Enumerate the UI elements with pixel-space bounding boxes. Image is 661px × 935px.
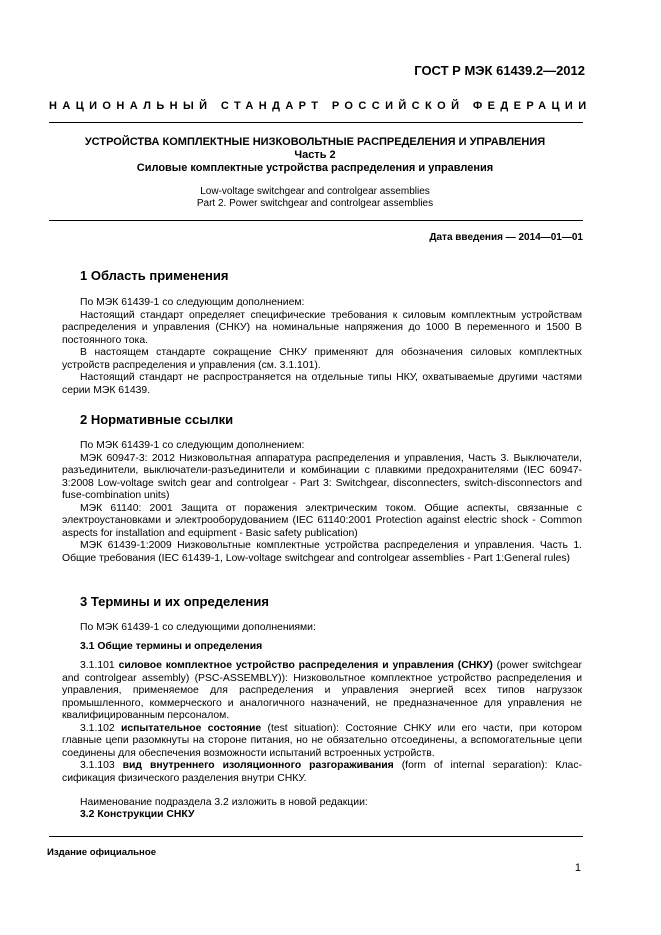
term-3-1-101: 3.1.101 силовое комплектное устройство распределения и управления (СНКУ) (power switchgear and controlgear assembly) (PSC-ASSEMBLY)): Низковольтное комплектное устройство распределения и управления, применяемое для распределения и управления энергией всех типов нагруззок промышленного, коммерческого и аналогичного назначений, не предназначенное для управления не квалифицированным персоналом. xyxy=(62,660,582,721)
s1-paragraph-4: Настоящий стандарт не распространяется на отдельные типы НКУ, охватываемые другими частями серии МЭК 61439. xyxy=(62,372,582,396)
s3-paragraph-1: По МЭК 61439-1 со следующими дополнениями: xyxy=(80,622,316,633)
rename-instruction: Наименование подраздела 3.2 изложить в новой редакции: xyxy=(80,797,368,808)
title-line-1: УСТРОЙСТВА КОМПЛЕКТНЫЕ НИЗКОВОЛЬТНЫЕ РАСПРЕДЕЛЕНИЯ И УПРАВЛЕНИЯ xyxy=(84,136,546,148)
national-standard-banner: НАЦИОНАЛЬНЫЙ СТАНДАРТ РОССИЙСКОЙ ФЕДЕРАЦИИ xyxy=(49,100,592,112)
section-3-intro xyxy=(62,622,582,635)
introduction-date: Дата введения — 2014—01—01 xyxy=(429,232,583,243)
document-code: ГОСТ Р МЭК 61439.2—2012 xyxy=(414,63,585,78)
english-title-block xyxy=(60,186,570,209)
page-number: 1 xyxy=(574,862,581,874)
s1-paragraph-3: В настоящем стандарте сокращение СНКУ применяют для обозначения силовых комплектных устройств распределения и управления (см. 3.1.101). xyxy=(62,347,582,371)
title-rule xyxy=(49,220,583,221)
term-3-1-103: 3.1.103 вид внутреннего изоляционного разгораживания (form of internal separation): Классификация физического разделения внутри СНКУ. xyxy=(62,760,582,784)
english-title-line-2: Part 2. Power switchgear and controlgear assemblies xyxy=(196,197,434,209)
section-2-heading: 2 Нормативные ссылки xyxy=(80,412,234,427)
section-1-heading: 1 Область применения xyxy=(80,268,229,283)
s2-reference-iec60947: МЭК 60947-3: 2012 Низковольтная аппаратура распределения и управления, Часть 3. Выключатели, разъединители, выключатели-разъединители и комбинации с плавкими предохранителями (IEC 60947-3:2008 Low-voltage switch gear and controlgear - Part 3: Switchgear, disconnecters, switch-disconnectors and fuse-combination units) xyxy=(62,452,582,501)
section-1-text xyxy=(62,297,582,397)
section-3-terms xyxy=(62,660,582,785)
s2-paragraph-1: По МЭК 61439-1 со следующим дополнением: xyxy=(80,440,305,451)
subsection-3-2-heading: 3.2 Конструкции СНКУ xyxy=(80,809,195,820)
footer-rule xyxy=(49,836,583,837)
title-line-3: Силовые комплектные устройства распределения и управления xyxy=(136,162,494,174)
term-3-1-102: 3.1.102 испытательное состояние (test situation): Состояние СНКУ или его части, при котором главные цепи разомкнуты на стороне питания, но не обязательно отсоединены, а вспомогательные цепи соединены для обеспечения возможности испытаний встроенных устройств. xyxy=(62,722,582,759)
s1-paragraph-2: Настоящий стандарт определяет специфические требования к силовым комплектным устройствам распределения и управления (СНКУ) на номинальные напряжения до 1000 В переменного и 1500 В постоянного тока. xyxy=(62,309,582,346)
section-3-heading: 3 Термины и их определения xyxy=(80,594,269,609)
subsection-3-1-heading: 3.1 Общие термины и определения xyxy=(80,641,263,652)
section-2-text xyxy=(62,440,582,565)
section-3-rename-note xyxy=(62,797,582,810)
header-rule xyxy=(49,122,583,123)
title-block xyxy=(60,136,570,175)
s2-reference-iec61439: МЭК 61439-1:2009 Низковольтные комплектные устройства распределения и управления. Часть 1. Общие требования (IEC 61439-1, Low-voltage switchgear and controlgear assemblies - Part 1:General rules) xyxy=(62,540,582,564)
s2-reference-iec61140: МЭК 61140: 2001 Защита от поражения электрическим током. Общие аспекты, связанные с электроустановками и электрооборудованием (IEC 61140:2001 Protection against electric shock - Common aspects for installation and equipment - Basic safety publication) xyxy=(62,502,582,539)
s1-paragraph-1: По МЭК 61439-1 со следующим дополнением: xyxy=(80,297,305,308)
title-line-2: Часть 2 xyxy=(294,149,336,161)
official-edition-label: Издание официальное xyxy=(47,847,157,858)
english-title-line-1: Low-voltage switchgear and controlgear assemblies xyxy=(200,186,430,197)
